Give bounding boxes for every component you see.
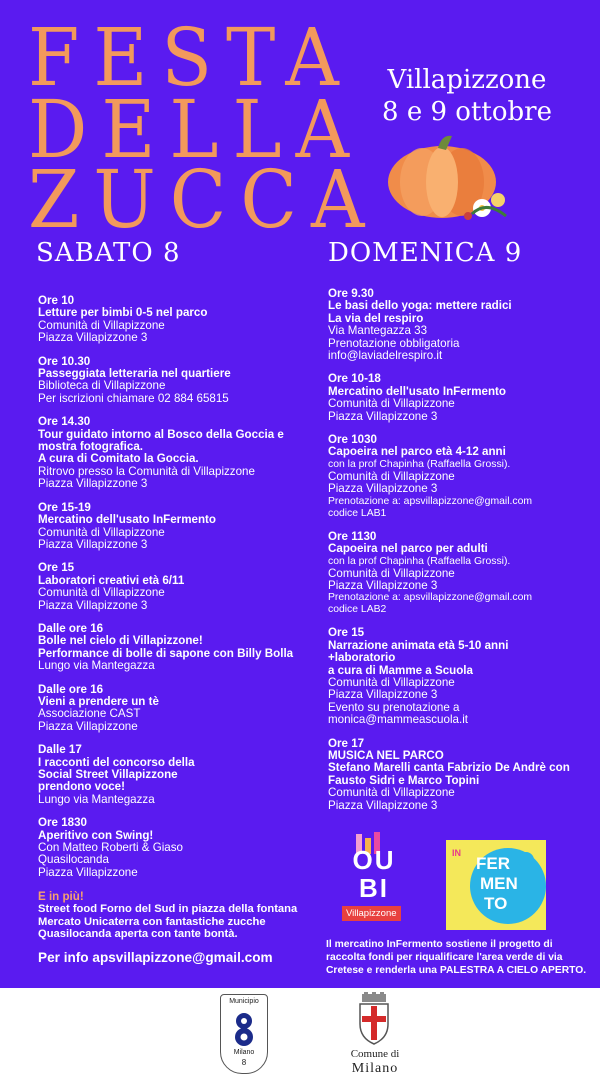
pumpkin-icon	[372, 130, 512, 222]
event-location: Comunità di Villapizzone	[38, 525, 165, 539]
event-item	[328, 531, 590, 617]
event-time: Dalle 17	[38, 743, 82, 757]
footer	[0, 988, 600, 1080]
title-line-1: FESTA	[28, 11, 353, 105]
event-email[interactable]: info@laviadelrespiro.it	[328, 349, 443, 363]
event-item	[38, 684, 308, 734]
event-name: Vieni a prendere un tè	[38, 694, 159, 708]
event-address: Piazza Villapizzone 3	[328, 482, 438, 496]
event-name: Capoeira nel parco età 4-12 anni	[328, 445, 506, 459]
extra-section	[38, 890, 308, 965]
info-contact[interactable]: Per info apsvillapizzone@gmail.com	[38, 950, 273, 966]
oubi-tag: Villapizzone	[342, 906, 401, 921]
event-item	[328, 288, 590, 362]
event-item	[38, 502, 308, 552]
event-name: Mercatino dell'usato InFermento	[328, 384, 506, 398]
event-name: Le basi dello yoga: mettere radici	[328, 299, 512, 313]
extra-line: Street food Forno del Sud in piazza della fontana	[38, 903, 298, 916]
municipio-emblem-icon	[221, 1009, 267, 1049]
title-line-2: DELLA	[28, 83, 364, 177]
municipio-number: 8	[241, 1058, 247, 1067]
municipio-top: Municipio	[229, 998, 259, 1005]
oubi-logo	[334, 832, 414, 922]
oubi-text: OU BI	[352, 845, 396, 903]
event-location: Comunità di Villapizzone	[328, 675, 455, 689]
event-time: Ore 1030	[328, 433, 377, 447]
event-address: Piazza Villapizzone	[38, 865, 138, 879]
event-time: Ore 9.30	[328, 287, 374, 300]
event-location: Ritrovo presso la Comunità di Villapizzone	[38, 464, 255, 478]
event-name-extra: La via del respiro	[328, 311, 424, 325]
sunday-heading: DOMENICA 9	[328, 238, 523, 268]
comune-line1: Comune di	[350, 1048, 400, 1060]
event-address: Piazza Villapizzone 3	[38, 477, 148, 491]
event-item	[328, 738, 590, 812]
event-address: Piazza Villapizzone 3	[38, 537, 148, 551]
event-name-extra: A cura di Comitato la Goccia.	[38, 452, 199, 466]
municipio-city: Milano	[233, 1049, 255, 1056]
event-name: Narrazione animata età 5-10 anni +laboratorio	[328, 638, 509, 665]
event-location: Comunità di Villapizzone	[38, 586, 165, 600]
event-name: Tour guidato intorno al Bosco della Goccia e mostra fotografica.	[38, 427, 284, 454]
event-time: Dalle ore 16	[38, 621, 104, 635]
event-name: Aperitivo con Swing!	[38, 828, 154, 842]
extra-line: Quasilocanda aperta con tante bontà.	[38, 928, 238, 941]
event-note: Evento su prenotazione a	[328, 700, 460, 714]
event-item	[38, 817, 308, 879]
event-name: Bolle nel cielo di Villapizzone!	[38, 634, 203, 648]
event-location: Comunità di Villapizzone	[38, 318, 165, 332]
event-teacher: con la prof Chapinha (Raffaella Grossi).	[328, 458, 511, 470]
event-name-extra: a cura di Mamme a Scuola	[328, 663, 473, 677]
event-address: Via Mantegazza 33	[328, 324, 428, 338]
event-address: Piazza Villapizzone 3	[38, 598, 148, 612]
milano-crest-icon	[354, 992, 394, 1046]
event-time: Ore 15-19	[38, 500, 91, 514]
event-time: Ore 17	[328, 736, 365, 750]
event-booking: Prenotazione a: apsvillapizzone@gmail.com	[328, 592, 533, 604]
event-item	[38, 416, 308, 490]
subtitle-dates: 8 e 9 ottobre	[382, 97, 552, 127]
event-location: Biblioteca di Villapizzone	[38, 379, 166, 393]
event-time: Dalle ore 16	[38, 682, 104, 696]
event-time: Ore 10	[38, 294, 75, 307]
sunday-column	[328, 288, 590, 823]
event-note: Per iscrizioni chiamare 02 884 65815	[38, 391, 229, 405]
event-time: Ore 10.30	[38, 354, 91, 368]
event-booking: Prenotazione a: apsvillapizzone@gmail.com	[328, 495, 533, 507]
event-address: Piazza Villapizzone	[38, 719, 138, 733]
event-item	[328, 434, 590, 520]
event-location: Comunità di Villapizzone	[328, 566, 455, 580]
event-code: codice LAB1	[328, 507, 387, 519]
event-location: Comunità di Villapizzone	[328, 469, 455, 483]
event-name-extra: Performance di bolle di sapone con Billy Bolla	[38, 646, 294, 660]
event-code: codice LAB2	[328, 604, 387, 616]
extra-line: Mercato Unicaterra con fantastiche zucche	[38, 915, 266, 928]
infermento-note: Il mercatino InFermento sostiene il progetto di raccolta fondi per riqualificare l'area verde di via Cretese e renderla una PALESTRA A CIELO APERTO.	[326, 939, 587, 976]
municipio-logo	[220, 994, 268, 1074]
event-time: Ore 14.30	[38, 415, 91, 429]
infermento-logo	[446, 840, 546, 930]
comune-logo	[330, 992, 420, 1078]
event-email[interactable]: monica@mammeascuola.it	[328, 713, 468, 727]
event-address: Piazza Villapizzone 3	[328, 409, 438, 423]
title-line-3: ZUCCA	[28, 153, 379, 247]
event-name: Passeggiata letteraria nel quartiere	[38, 367, 231, 381]
event-item	[38, 295, 308, 345]
event-name: Capoeira nel parco per adulti	[328, 542, 488, 556]
event-time: Ore 10-18	[328, 372, 381, 386]
event-name: Mercatino dell'usato InFermento	[38, 513, 216, 527]
event-location: Lungo via Mantegazza	[38, 659, 155, 673]
event-item	[328, 627, 590, 726]
event-note: Prenotazione obbligatoria	[328, 336, 460, 350]
infermento-fer: FER	[476, 854, 510, 873]
infermento-to: TO	[484, 894, 508, 913]
event-name: Laboratori creativi età 6/11	[38, 573, 185, 587]
event-time: Ore 1830	[38, 816, 87, 830]
comune-line2: Milano	[351, 1061, 399, 1076]
event-address: Piazza Villapizzone 3	[328, 688, 438, 702]
event-time: Ore 1130	[328, 529, 377, 543]
saturday-column	[38, 295, 308, 965]
event-name: I racconti del concorso della Social Street Villapizzone prendono voce!	[38, 755, 195, 794]
event-item	[38, 744, 308, 806]
event-name: Letture per bimbi 0-5 nel parco	[38, 306, 208, 320]
event-item	[328, 373, 590, 423]
subtitle-place: Villapizzone	[387, 65, 547, 95]
event-performers: Con Matteo Roberti & Giaso	[38, 841, 183, 855]
event-teacher: con la prof Chapinha (Raffaella Grossi).	[328, 555, 511, 567]
event-name: MUSICA NEL PARCO	[328, 748, 444, 762]
event-item	[38, 562, 308, 612]
infermento-men: MEN	[480, 874, 518, 893]
event-location: Lungo via Mantegazza	[38, 792, 155, 806]
event-item	[38, 623, 308, 673]
saturday-heading: SABATO 8	[36, 238, 181, 268]
event-time: Ore 15	[328, 626, 365, 640]
event-time: Ore 15	[38, 561, 75, 575]
event-location: Comunità di Villapizzone	[328, 786, 455, 800]
event-location: Associazione CAST	[38, 707, 141, 721]
event-venue: Quasilocanda	[38, 853, 109, 867]
event-item	[38, 356, 308, 406]
event-address: Piazza Villapizzone 3	[328, 798, 438, 812]
infermento-in: IN	[452, 848, 461, 858]
event-location: Comunità di Villapizzone	[328, 397, 455, 411]
event-address: Piazza Villapizzone 3	[328, 578, 438, 592]
event-address: Piazza Villapizzone 3	[38, 331, 148, 345]
extra-title: E in più!	[38, 890, 84, 904]
event-name-extra: Stefano Marelli canta Fabrizio De Andrè con Fausto Sidri e Marco Topini	[328, 761, 570, 787]
